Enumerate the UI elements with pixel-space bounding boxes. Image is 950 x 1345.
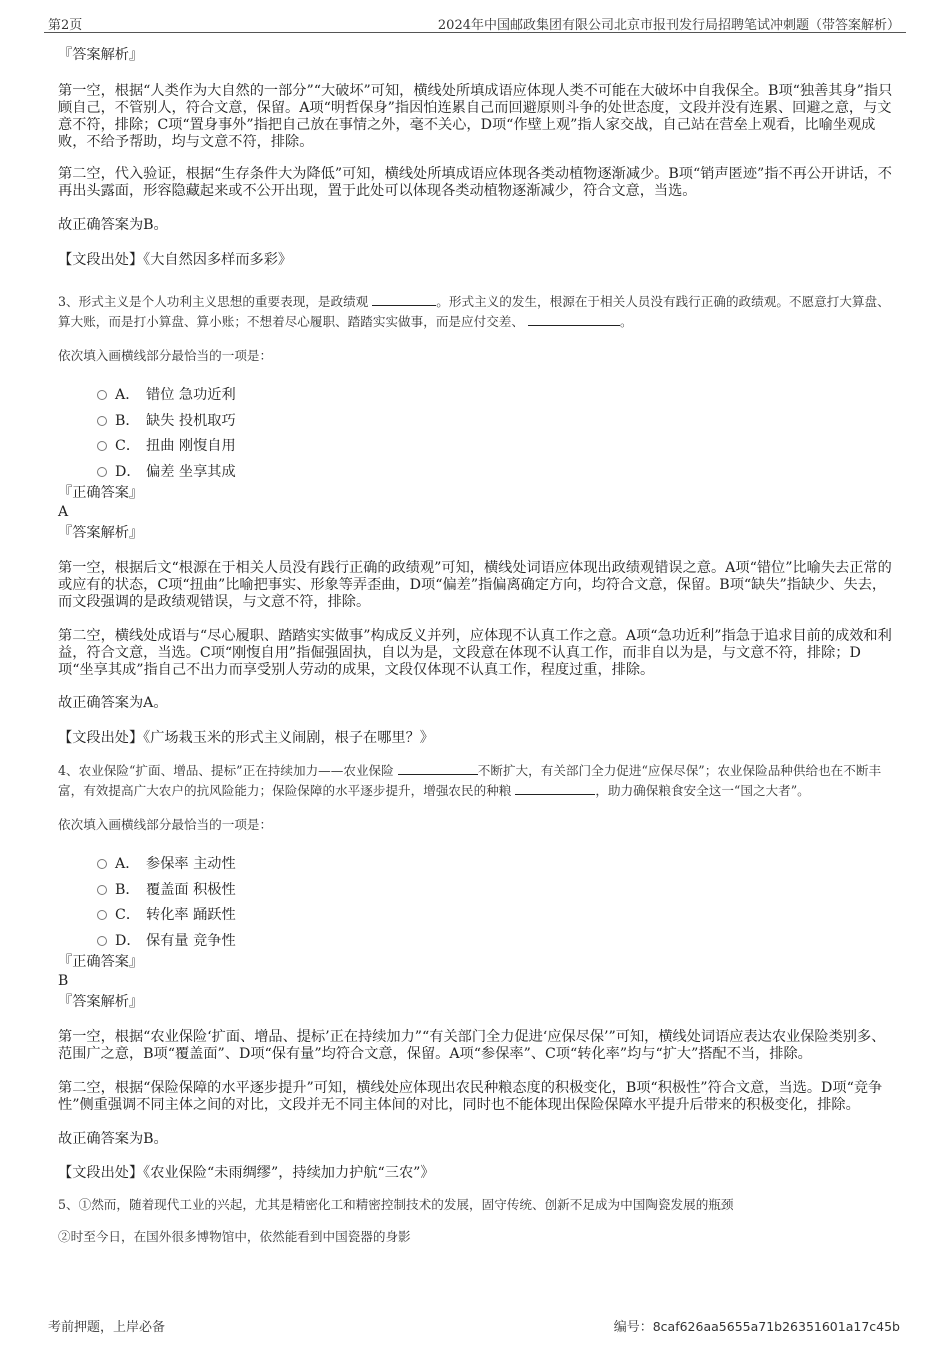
analysis-paragraph: 第一空，根据“农业保险‘扩面、增品、提标’正在持续加力”“有关部门全力促进‘应保尽保’”可知，横线处词语应表达农业保险类别多、范围广之意，B项“覆盖面”、D项“保有量”均符合文意，保留。A项“参保率”、C项“转化率”均与“扩大”搭配不当，排除。 xyxy=(58,1029,886,1062)
page-content xyxy=(58,44,894,1247)
correct-answer: A xyxy=(58,504,69,520)
conclusion: 故正确答案为B。 xyxy=(58,1131,168,1147)
option-a[interactable]: A． 错位 急功近利 xyxy=(58,383,894,409)
options-list xyxy=(58,852,894,954)
question-prompt: 依次填入画横线部分最恰当的一项是： xyxy=(58,348,273,363)
option-d[interactable]: D． 保有量 竞争性 xyxy=(58,929,894,955)
option-c[interactable]: C． 扭曲 刚愎自用 xyxy=(58,434,894,460)
source-citation: 【文段出处】《农业保险“未雨绸缪”，持续加力护航“三农”》 xyxy=(58,1165,435,1181)
correct-answer-label: 『正确答案』 xyxy=(58,954,144,970)
conclusion: 故正确答案为B。 xyxy=(58,217,168,233)
page-number: 第2页 xyxy=(48,18,83,33)
question-3-stem: 3、形式主义是个人功利主义思想的重要表现，是政绩观 。形式主义的发生，根源在于相关人员没有践行正确的政绩观。不愿意打大算盘、算大账，而是打小算盘、算小账；不想着尽心履职、踏踏实实做事，而是应付交差、 。 xyxy=(58,294,890,329)
analysis-label: 『答案解析』 xyxy=(58,525,144,541)
question-5-stem: 5、①然而，随着现代工业的兴起，尤其是精密化工和精密控制技术的发展，固守传统、创新不足成为中国陶瓷发展的瓶颈 xyxy=(58,1197,734,1212)
analysis-label: 『答案解析』 xyxy=(58,47,144,63)
option-b[interactable]: B． 缺失 投机取巧 xyxy=(58,409,894,435)
option-d[interactable]: D． 偏差 坐享其成 xyxy=(58,460,894,486)
radio-button[interactable] xyxy=(97,467,107,477)
footer-slogan: 考前押题，上岸必备 xyxy=(48,1320,166,1335)
question-4-stem: 4、农业保险“扩面、增品、提标”正在持续加力——农业保险 不断扩大，有关部门全力促进“应保尽保”；农业保险品种供给也在不断丰富，有效提高广大农户的抗风险能力；保险保障的水平逐步提升，增强农民的种粮 ，助力确保粮食安全这一“国之大者”。 xyxy=(58,763,882,798)
option-a[interactable]: A． 参保率 主动性 xyxy=(58,852,894,878)
fill-blank xyxy=(528,312,620,326)
radio-button[interactable] xyxy=(97,416,107,426)
conclusion: 故正确答案为A。 xyxy=(58,695,168,711)
analysis-paragraph: 第二空，代入验证，根据“生存条件大为降低”可知，横线处所填成语应体现各类动植物逐渐减少。B项“销声匿迹”指不再公开讲话，不再出头露面，形容隐藏起来或不公开出现，置于此处可以体现各类动植物逐渐减少，符合文意，当选。 xyxy=(58,166,892,199)
analysis-paragraph: 第二空，横线处成语与“尽心履职、踏踏实实做事”构成反义并列，应体现不认真工作之意。A项“急功近利”指急于追求目前的成效和利益，符合文意，当选。C项“刚愎自用”指倔强固执，自以为是，文段意在体现不认真工作，而非自以为是，与文意不符，排除；D项“坐享其成”指自己不出力而享受别人劳动的成果，文段仅体现不认真工作，程度过重，排除。 xyxy=(58,628,892,678)
correct-answer: B xyxy=(58,973,69,989)
analysis-paragraph: 第一空，根据“人类作为大自然的一部分”“大破坏”可知，横线处所填成语应体现人类不可能在大破坏中自我保全。B项“独善其身”指只顾自己，不管别人，符合文意，保留。A项“明哲保身”指因怕连累自己而回避原则斗争的处世态度，文段并没有连累、回避之意，与文意不符，排除；C项“置身事外”指把自己放在事情之外，毫不关心，D项“作壁上观”指人家交战，自己站在营垒上观看，比喻坐观成败，不给予帮助，均与文意不符，排除。 xyxy=(58,83,893,150)
radio-button[interactable] xyxy=(97,441,107,451)
correct-answer-label: 『正确答案』 xyxy=(58,485,144,501)
analysis-label: 『答案解析』 xyxy=(58,994,144,1010)
page-header xyxy=(44,12,906,33)
question-prompt: 依次填入画横线部分最恰当的一项是： xyxy=(58,817,273,832)
analysis-paragraph: 第二空，根据“保险保障的水平逐步提升”可知，横线处应体现出农民种粮态度的积极变化，B项“积极性”符合文意，当选。D项“竞争性”侧重强调不同主体之间的对比，文段并无不同主体间的对比，同时也不能体现出保险保障水平提升后带来的积极变化，排除。 xyxy=(58,1080,883,1113)
fill-blank xyxy=(372,292,436,306)
fill-blank xyxy=(515,781,595,795)
radio-button[interactable] xyxy=(97,859,107,869)
option-c[interactable]: C． 转化率 踊跃性 xyxy=(58,903,894,929)
radio-button[interactable] xyxy=(97,390,107,400)
radio-button[interactable] xyxy=(97,936,107,946)
fill-blank xyxy=(398,761,478,775)
source-citation: 【文段出处】《大自然因多样而多彩》 xyxy=(58,252,293,268)
document-title: 2024年中国邮政集团有限公司北京市报刊发行局招聘笔试冲刺题（带答案解析） xyxy=(437,18,900,33)
options-list xyxy=(58,383,894,485)
document-id: 编号：8caf626aa5655a71b26351601a17c45b xyxy=(613,1319,900,1335)
source-citation: 【文段出处】《广场栽玉米的形式主义闹剧，根子在哪里？》 xyxy=(58,730,434,746)
analysis-paragraph: 第一空，根据后文“根源在于相关人员没有践行正确的政绩观”可知，横线处词语应体现出政绩观错误之意。A项“错位”比喻失去正常的或应有的状态，C项“扭曲”比喻把事实、形象等弄歪曲，D项“偏差”指偏离确定方向，均符合文意，保留。B项“缺失”指缺少、失去，而文段强调的是政绩观错误，与文意不符，排除。 xyxy=(58,560,892,610)
question-5-sentence: ②时至今日，在国外很多博物馆中，依然能看到中国瓷器的身影 xyxy=(58,1229,411,1244)
radio-button[interactable] xyxy=(97,885,107,895)
radio-button[interactable] xyxy=(97,910,107,920)
option-b[interactable]: B． 覆盖面 积极性 xyxy=(58,878,894,904)
